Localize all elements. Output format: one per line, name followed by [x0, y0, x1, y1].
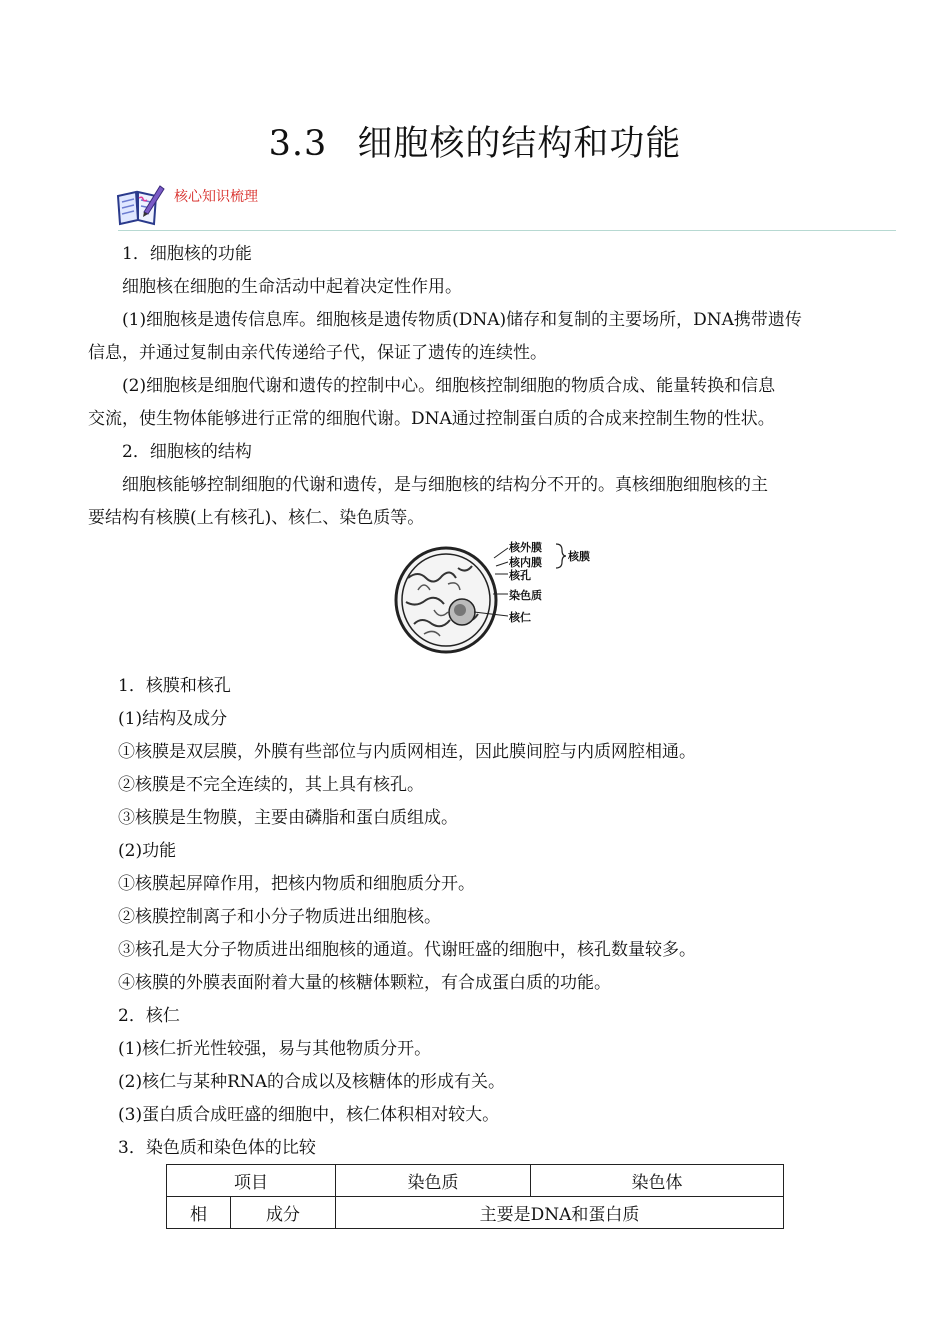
heading-nucleus-function: 1．细胞核的功能 [122, 244, 252, 264]
list-item: ②核膜是不完全连续的，其上具有核孔。 [118, 775, 424, 795]
page-title: 3.3 细胞核的结构和功能 [268, 124, 682, 164]
nucleus-illustration [388, 538, 598, 658]
list-item: ①核膜起屏障作用，把核内物质和细胞质分开。 [118, 874, 475, 894]
paragraph: 细胞核在细胞的生命活动中起着决定性作用。 [122, 277, 462, 297]
table-header-cell: 染色体 [531, 1165, 784, 1197]
subheading: (1)结构及成分 [118, 709, 228, 729]
label-nuclear-envelope: 核膜 [568, 550, 590, 563]
list-item: ③核膜是生物膜，主要由磷脂和蛋白质组成。 [118, 808, 458, 828]
paragraph: (2)细胞核是细胞代谢和遗传的控制中心。细胞核控制细胞的物质合成、能量转换和信息 [122, 376, 776, 396]
paragraph: 要结构有核膜(上有核孔)、核仁、染色质等。 [88, 508, 425, 528]
paragraph: 细胞核能够控制细胞的代谢和遗传，是与细胞核的结构分不开的。真核细胞细胞核的主 [122, 475, 768, 495]
comparison-table [166, 1164, 784, 1229]
label-chromatin: 染色质 [509, 589, 542, 602]
list-item: (1)核仁折光性较强，易与其他物质分开。 [118, 1039, 432, 1059]
table-row [167, 1197, 784, 1229]
heading-envelope-and-pore: 1．核膜和核孔 [118, 676, 231, 696]
list-item: (3)蛋白质合成旺盛的细胞中，核仁体积相对较大。 [118, 1105, 500, 1125]
list-item: (2)核仁与某种RNA的合成以及核糖体的形成有关。 [118, 1072, 506, 1092]
divider [118, 230, 896, 231]
section-banner [114, 180, 896, 232]
banner-label: 核心知识梳理 [174, 189, 258, 205]
label-inner-membrane: 核内膜 [509, 556, 542, 569]
label-nucleolus: 核仁 [509, 611, 531, 624]
heading-comparison: 3．染色质和染色体的比较 [118, 1138, 316, 1158]
subheading: (2)功能 [118, 841, 177, 861]
list-item: ②核膜控制离子和小分子物质进出细胞核。 [118, 907, 441, 927]
list-item: ④核膜的外膜表面附着大量的核糖体颗粒，有合成蛋白质的功能。 [118, 973, 611, 993]
table-header-cell: 染色质 [336, 1165, 531, 1197]
table-row [167, 1165, 784, 1197]
notebook-pen-icon [114, 182, 166, 226]
heading-nucleus-structure: 2．细胞核的结构 [122, 442, 252, 462]
table-cell: 相 [167, 1197, 231, 1229]
paragraph: 交流，使生物体能够进行正常的细胞代谢。DNA通过控制蛋白质的合成来控制生物的性状。 [88, 409, 775, 429]
table-cell: 成分 [231, 1197, 336, 1229]
table-cell: 主要是DNA和蛋白质 [336, 1197, 784, 1229]
label-outer-membrane: 核外膜 [509, 541, 542, 554]
heading-nucleolus: 2．核仁 [118, 1006, 180, 1026]
table-header-cell: 项目 [167, 1165, 336, 1197]
paragraph: (1)细胞核是遗传信息库。细胞核是遗传物质(DNA)储存和复制的主要场所，DNA携带遗传 [122, 310, 802, 330]
list-item: ①核膜是双层膜，外膜有些部位与内质网相连，因此膜间腔与内质网腔相通。 [118, 742, 696, 762]
nucleus-diagram [388, 538, 598, 658]
label-nuclear-pore: 核孔 [509, 569, 531, 582]
paragraph: 信息，并通过复制由亲代传递给子代，保证了遗传的连续性。 [88, 343, 547, 363]
list-item: ③核孔是大分子物质进出细胞核的通道。代谢旺盛的细胞中，核孔数量较多。 [118, 940, 696, 960]
